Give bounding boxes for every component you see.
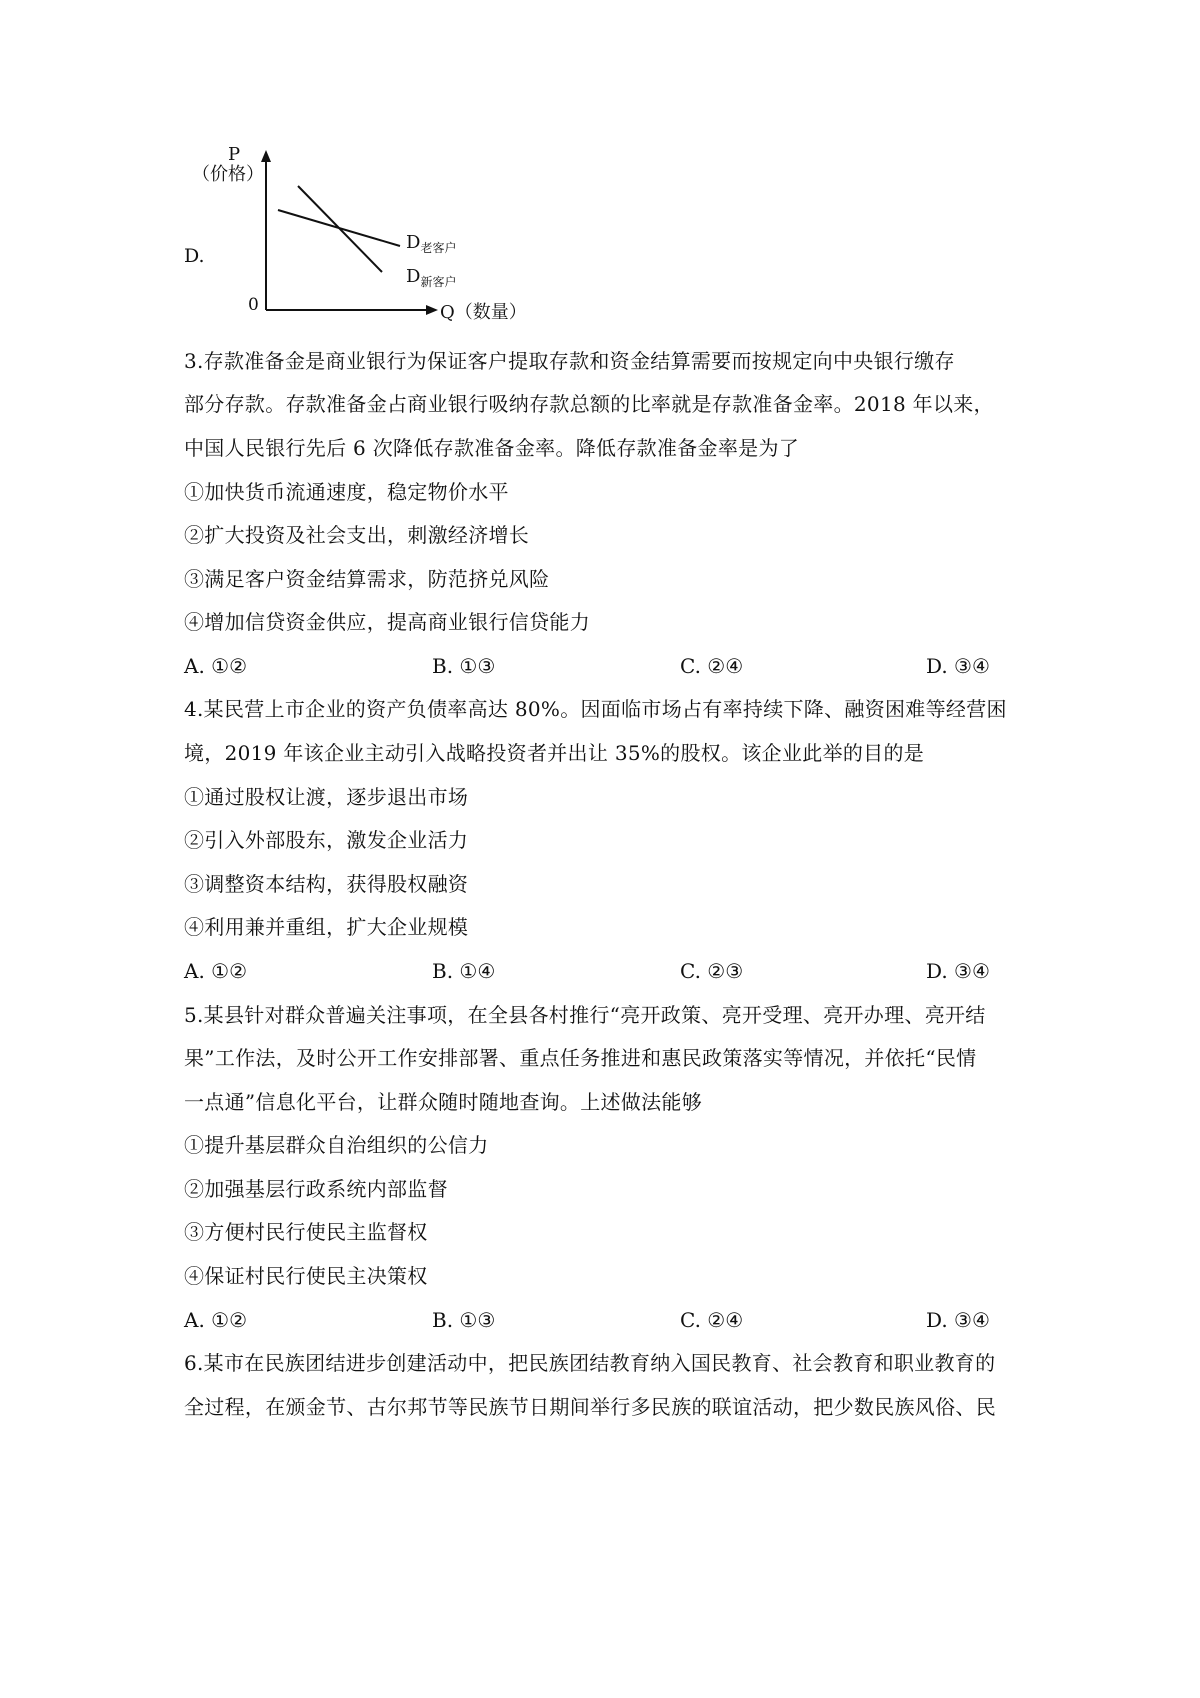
y-axis-name: （价格） — [192, 164, 264, 185]
q3-option-b: B. ①③ — [432, 654, 496, 678]
q5-option-d: D. ③④ — [926, 1308, 990, 1332]
x-axis-name: Q（数量） — [440, 302, 527, 323]
q5-item-4: ④保证村民行使民主决策权 — [184, 1264, 428, 1288]
q3-item-4: ④增加信贷资金供应，提高商业银行信贷能力 — [184, 610, 590, 634]
q3-stem-line-3: 中国人民银行先后 6 次降低存款准备金率。降低存款准备金率是为了 — [184, 436, 800, 460]
q3-item-1: ①加快货币流通速度，稳定物价水平 — [184, 480, 509, 504]
q4-option-b: B. ①④ — [432, 959, 496, 983]
q6-stem-line-2: 全过程，在颁金节、古尔邦节等民族节日期间举行多民族的联谊活动，把少数民族风俗、民 — [184, 1395, 996, 1419]
q3-option-d: D. ③④ — [926, 654, 990, 678]
curve-new-label: $D_{新客户}$ — [406, 266, 457, 289]
q5-item-2: ②加强基层行政系统内部监督 — [184, 1177, 448, 1201]
origin-label: 0 — [248, 295, 259, 315]
q3-item-3: ③满足客户资金结算需求，防范挤兑风险 — [184, 567, 550, 591]
q4-option-a: A. ①② — [184, 959, 248, 983]
q4-stem-line-2: 境，2019 年该企业主动引入战略投资者并出让 35%的股权。该企业此举的目的是 — [184, 741, 925, 765]
curve-new-customer — [298, 186, 382, 272]
q4-item-2: ②引入外部股东，激发企业活力 — [184, 828, 469, 852]
q4-stem-line-1: 4.某民营上市企业的资产负债率高达 80%。因面临市场占有率持续下降、融资困难等经营困 — [184, 697, 1007, 721]
q5-stem-line-2: 果”工作法，及时公开工作安排部署、重点任务推进和惠民政策落实等情况，并依托“民情 — [184, 1046, 977, 1070]
q5-stem-line-3: 一点通”信息化平台，让群众随时随地查询。上述做法能够 — [184, 1090, 703, 1114]
q4-item-3: ③调整资本结构，获得股权融资 — [184, 872, 469, 896]
q3-stem-line-2: 部分存款。存款准备金占商业银行吸纳存款总额的比率就是存款准备金率。2018 年以来， — [184, 392, 994, 416]
demand-graph — [192, 144, 580, 350]
q5-stem-line-1: 5.某县针对群众普遍关注事项，在全县各村推行“亮开政策、亮开受理、亮开办理、亮开结 — [184, 1003, 986, 1027]
q4-option-c: C. ②③ — [680, 959, 744, 983]
curve-old-label: $D_{老客户}$ — [406, 232, 457, 255]
x-axis-arrow — [426, 305, 438, 315]
q4-item-4: ④利用兼并重组，扩大企业规模 — [184, 915, 469, 939]
q3-option-a: A. ①② — [184, 654, 248, 678]
q6-stem-line-1: 6.某市在民族团结进步创建活动中，把民族团结教育纳入国民教育、社会教育和职业教育的 — [184, 1351, 996, 1375]
q5-option-c: C. ②④ — [680, 1308, 744, 1332]
option-d-label: D. — [184, 245, 205, 267]
q5-option-a: A. ①② — [184, 1308, 248, 1332]
q5-item-3: ③方便村民行使民主监督权 — [184, 1220, 428, 1244]
q5-item-1: ①提升基层群众自治组织的公信力 — [184, 1133, 489, 1157]
y-axis-symbol: P — [228, 144, 241, 165]
q5-option-b: B. ①③ — [432, 1308, 496, 1332]
q4-option-d: D. ③④ — [926, 959, 990, 983]
q4-item-1: ①通过股权让渡，逐步退出市场 — [184, 785, 469, 809]
y-axis-arrow — [261, 150, 271, 162]
q3-option-c: C. ②④ — [680, 654, 744, 678]
q3-item-2: ②扩大投资及社会支出，刺激经济增长 — [184, 523, 530, 547]
q3-stem-line-1: 3.存款准备金是商业银行为保证客户提取存款和资金结算需要而按规定向中央银行缴存 — [184, 349, 955, 373]
